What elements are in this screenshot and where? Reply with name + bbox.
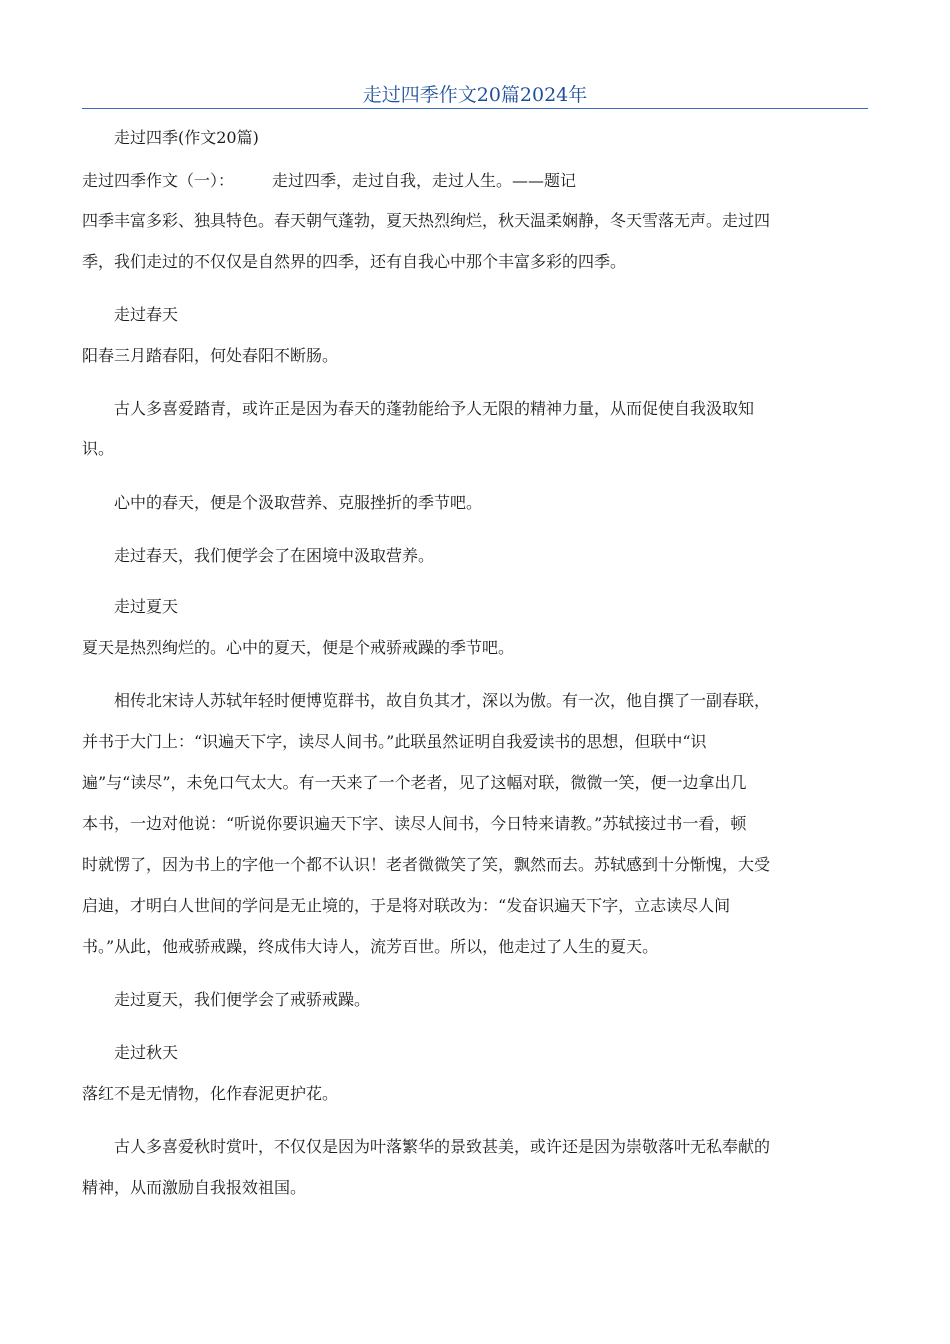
essay-heading-line [82,170,868,192]
paragraph-line: 四季丰富多彩、独具特色。春天朝气蓬勃，夏天热烈绚烂，秋天温柔娴静，冬天雪落无声。走过四 [82,211,771,230]
document-title: 走过四季作文20篇2024年 [362,84,588,106]
epigraph: 走过四季，走过自我，走过人生。——题记 [272,171,577,190]
document-subtitle: 走过四季(作文20篇) [114,128,259,147]
title-underline [82,108,868,109]
paragraph-line: 启迪，才明白人世间的学问是无止境的，于是将对联改为：“发奋识遍天下字，立志读尽人间 [82,896,731,915]
section-heading-summer: 走过夏天 [114,597,179,616]
paragraph-line: 夏天是热烈绚烂的。心中的夏天，便是个戒骄戒躁的季节吧。 [82,638,515,657]
section-heading-autumn: 走过秋天 [114,1043,179,1062]
paragraph-line: 季，我们走过的不仅仅是自然界的四季，还有自我心中那个丰富多彩的四季。 [82,252,627,271]
paragraph-line: 心中的春天，便是个汲取营养、克服挫折的季节吧。 [114,493,483,512]
paragraph-line: 本书，一边对他说：“听说你要识遍天下字、读尽人间书，今日特来请教。”苏轼接过书一看，顿 [82,814,747,833]
paragraph-line: 时就愣了，因为书上的字他一个都不认识！老者微微笑了笑，飘然而去。苏轼感到十分惭愧，大受 [82,855,771,874]
paragraph-line: 走过夏天，我们便学会了戒骄戒躁。 [114,990,371,1009]
paragraph-line: 精神，从而激励自我报效祖国。 [82,1178,307,1197]
paragraph-line: 并书于大门上：“识遍天下字，读尽人间书。”此联虽然证明自我爱读书的思想，但联中“识 [82,732,707,751]
paragraph-line: 落红不是无情物，化作春泥更护花。 [82,1084,339,1103]
paragraph-line: 遍”与“读尽”，未免口气太大。有一天来了一个老者，见了这幅对联，微微一笑，便一边拿出几 [82,773,747,792]
paragraph-line: 相传北宋诗人苏轼年轻时便博览群书，故自负其才，深以为傲。有一次，他自撰了一副春联， [114,691,771,710]
paragraph-line: 古人多喜爱踏青，或许正是因为春天的蓬勃能给予人无限的精神力量，从而促使自我汲取知 [114,399,755,418]
paragraph-line: 古人多喜爱秋时赏叶，不仅仅是因为叶落繁华的景致甚美，或许还是因为崇敬落叶无私奉献的 [114,1137,771,1156]
section-heading-spring: 走过春天 [114,305,179,324]
paragraph-line: 书。”从此，他戒骄戒躁，终成伟大诗人，流芳百世。所以，他走过了人生的夏天。 [82,937,659,956]
paragraph-line: 走过春天，我们便学会了在困境中汲取营养。 [114,546,435,565]
paragraph-line: 识。 [82,439,115,458]
essay-label: 走过四季作文（一）： [82,171,235,190]
paragraph-line: 阳春三月踏春阳，何处春阳不断肠。 [82,346,339,365]
